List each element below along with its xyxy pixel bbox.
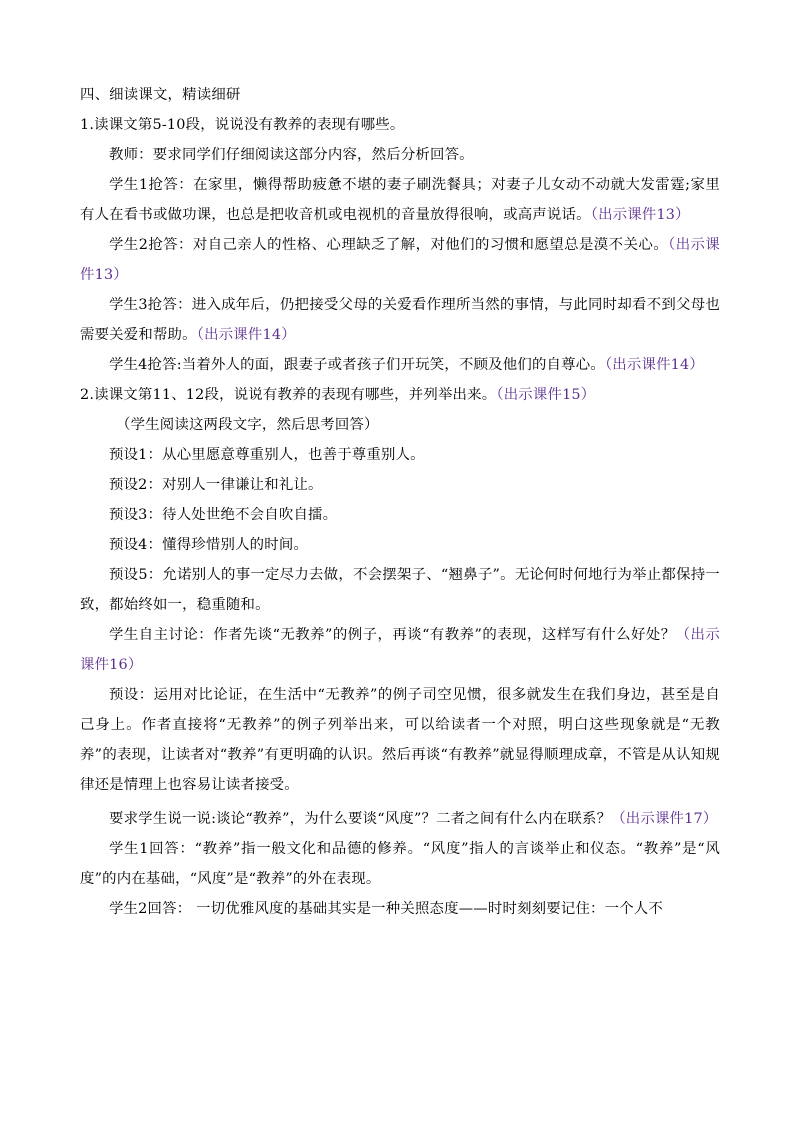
question-2 — [80, 380, 720, 410]
answer-2: 学生2回答： 一切优雅风度的基础其实是一种关照态度——时时刻刻要记住：一个人不 — [109, 901, 663, 917]
student-4-answer — [80, 350, 720, 380]
slide-reference: （出示课件14） — [196, 327, 296, 343]
preset-2: 预设2：对别人一律谦让和礼让。 — [109, 477, 323, 493]
slide-reference: （出示课件16） — [80, 627, 720, 673]
discussion-prompt — [80, 620, 720, 680]
teacher-instruction: 教师：要求同学们仔细阅读这部分内容，然后分析回答。 — [109, 147, 474, 163]
student-2-text: 学生2抢答：对自己亲人的性格、心理缺乏了解，对他们的习惯和愿望总是漠不关心。 — [109, 237, 669, 253]
student-2-answer — [80, 230, 720, 290]
preset-3: 预设3：待人处世绝不会自吹自擂。 — [109, 507, 338, 523]
question-1: 1.读课文第5-10段，说说没有教养的表现有哪些。 — [80, 117, 405, 133]
question-2-note: （学生阅读这两段文字，然后思考回答） — [116, 417, 379, 433]
student-3-text: 学生3抢答：进入成年后，仍把接受父母的关爱看作理所当然的事情，与此同时却看不到父母也需要关爱和帮助。 — [80, 297, 720, 343]
document-body — [80, 80, 720, 924]
slide-reference: （出示课件13） — [80, 237, 720, 283]
answer-1: 学生1回答：“教养”指一般文化和品德的修养。“风度”指人的言谈举止和仪态。“教养”是“风度”的内在基础，“风度”是“教养”的外在表现。 — [80, 841, 720, 887]
discussion-answer: 预设：运用对比论证，在生活中“无教养”的例子司空见惯，很多就发生在我们身边，甚至是自己身上。作者直接将“无教养”的例子列举出来，可以给读者一个对照，明白这些现象就是“无教养”的表现，让读者对“教养”有更明确的认识。然后再谈“有教养”就显得顺理成章，不管是从认知规律还是情理上也容易让读者接受。 — [80, 687, 720, 793]
discussion-text: 学生自主讨论：作者先谈“无教养”的例子，再谈“有教养”的表现，这样写有什么好处？ — [109, 627, 676, 643]
student-1-answer — [80, 170, 720, 230]
slide-reference: （出示课件13） — [590, 207, 690, 223]
student-4-text: 学生4抢答:当着外人的面，跟妻子或者孩子们开玩笑，不顾及他们的自尊心。 — [109, 357, 605, 373]
slide-reference: （出示课件15） — [496, 387, 596, 403]
slide-reference: （出示课件14） — [604, 357, 704, 373]
question-3-text: 要求学生说一说:谈论“教养”，为什么要谈“风度”？二者之间有什么内在联系？ — [109, 811, 612, 827]
section-heading: 四、细读课文，精读细研 — [80, 87, 241, 103]
slide-reference: （出示课件17） — [611, 811, 718, 827]
preset-5: 预设5：允诺别人的事一定尽力去做，不会摆架子、“翘鼻子”。无论何时何地行为举止都保持一致，都始终如一，稳重随和。 — [80, 567, 720, 613]
preset-1: 预设1：从心里愿意尊重别人，也善于尊重别人。 — [109, 447, 425, 463]
student-1-text: 学生1抢答：在家里，懒得帮助疲惫不堪的妻子刷洗餐具；对妻子儿女动不动就大发雷霆;家里有人在看书或做功课，也总是把收音机或电视机的音量放得很响，或高声说话。 — [80, 177, 720, 223]
preset-4: 预设4：懂得珍惜别人的时间。 — [109, 537, 309, 553]
question-2-text: 2.读课文第11、12段，说说有教养的表现有哪些，并列举出来。 — [80, 387, 497, 403]
student-3-answer — [80, 290, 720, 350]
question-3 — [80, 804, 720, 834]
